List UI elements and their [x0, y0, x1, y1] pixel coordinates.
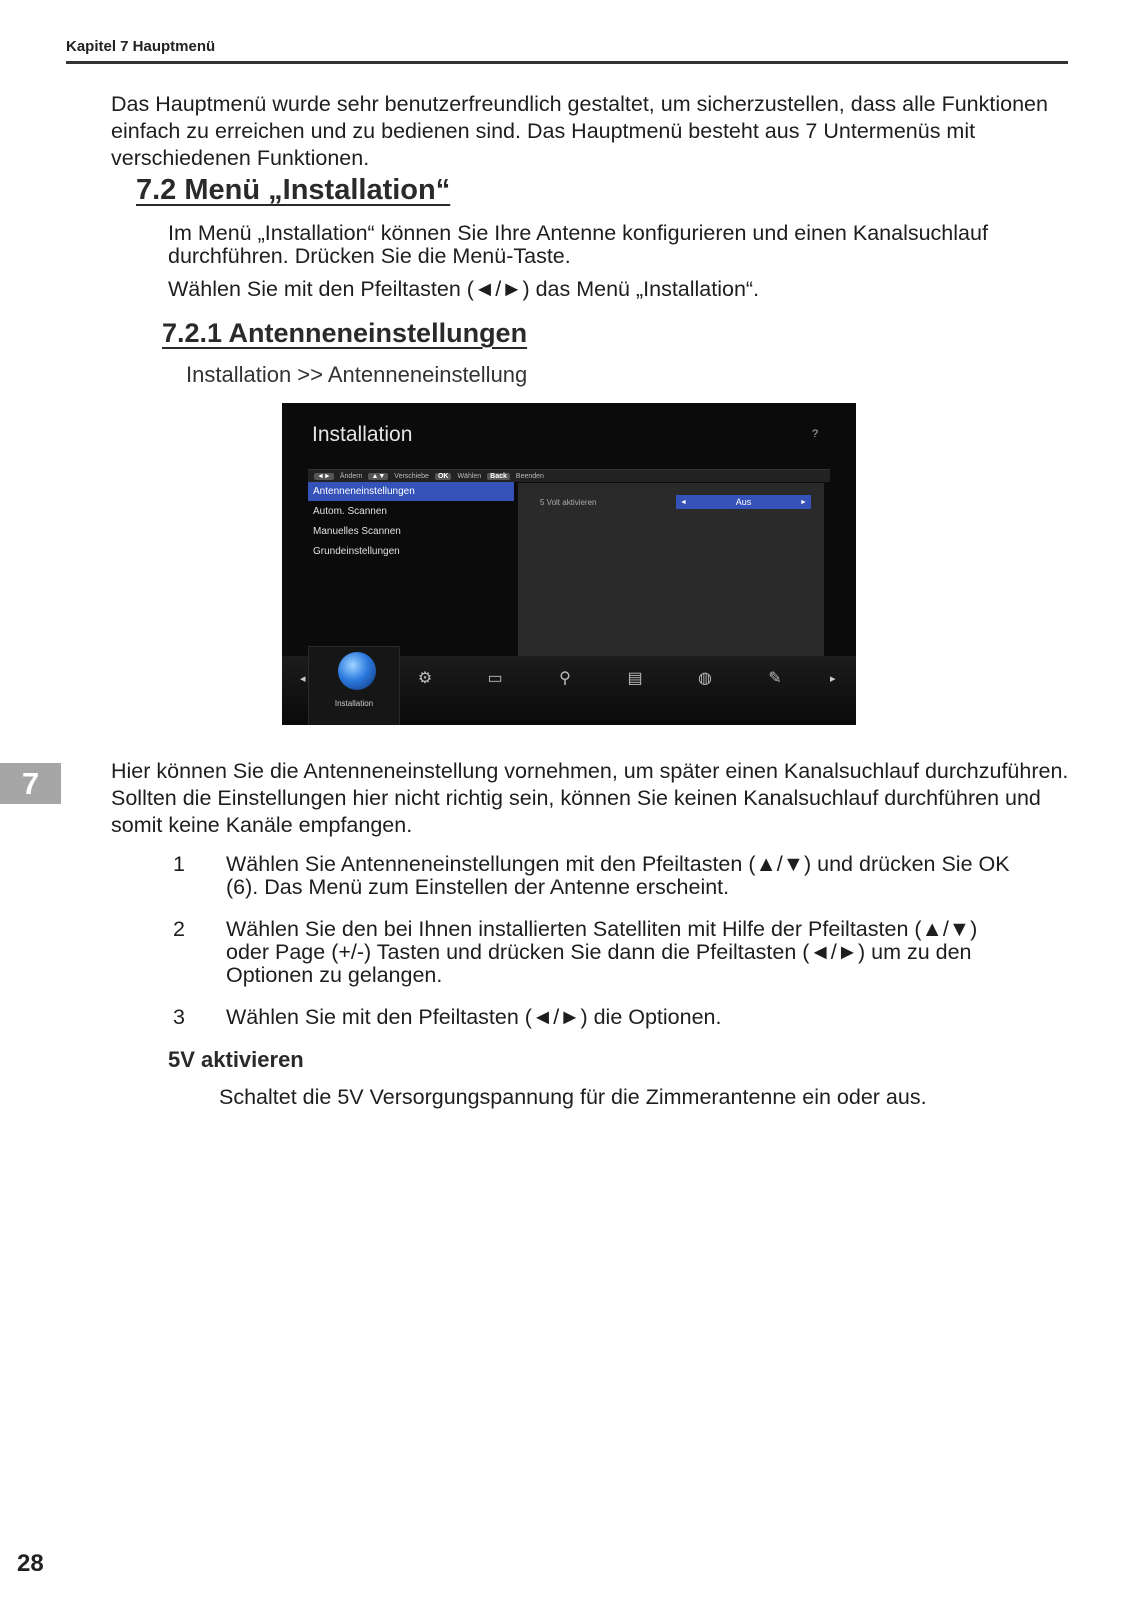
- dock-item-installation: [308, 646, 400, 725]
- satellite-icon: ◍: [698, 670, 712, 687]
- chapter-tab: 7: [0, 763, 61, 804]
- menu-item-antenneneinstellungen: Antenneneinstellungen: [308, 482, 514, 501]
- gear-icon: ⚙: [417, 670, 433, 687]
- globe-icon: [338, 652, 376, 690]
- step-text: Wählen Sie mit den Pfeiltasten (◄/►) die Optionen.: [226, 1005, 722, 1029]
- running-head: Kapitel 7 Hauptmenü: [66, 38, 216, 55]
- icon-dock: [282, 656, 856, 725]
- hint-label: Verschiebe: [394, 472, 429, 480]
- option-label: 5 Volt aktivieren: [540, 498, 597, 507]
- hint-label: Beenden: [515, 472, 544, 480]
- options-panel: [518, 483, 824, 663]
- option-description: Schaltet die 5V Versorgungspannung für die Zimmerantenne ein oder aus.: [219, 1085, 927, 1109]
- step-number: 3: [173, 1005, 185, 1029]
- hint-key: Back: [487, 473, 510, 480]
- step-number: 1: [173, 852, 185, 876]
- step-number: 2: [173, 917, 185, 941]
- section-heading-7-2: 7.2 Menü „Installation“: [136, 174, 451, 206]
- hint-label: Ändern: [339, 472, 363, 480]
- dock-right-arrow-icon: ▸: [830, 673, 836, 685]
- menu-item-manuelles-scannen: Manuelles Scannen: [313, 526, 401, 537]
- tools-icon: ✎: [768, 670, 782, 687]
- body-paragraph: Hier können Sie die Antenneneinstellung vornehmen, um später einen Kanalsuchlauf durchzuführen. Sollten die Einstellungen hier nicht richtig sein, können Sie keinen Kanalsuchlauf durchführen und somit keine Kanäle empfangen.: [111, 759, 1069, 837]
- breadcrumb: Installation >> Antenneneinstellung: [186, 362, 528, 387]
- section-7-2-paragraph-2: Wählen Sie mit den Pfeiltasten (◄/►) das Menü „Installation“.: [168, 277, 760, 301]
- header-rule: [66, 61, 1068, 64]
- intro-paragraph: Das Hauptmenü wurde sehr benutzerfreundlich gestaltet, um sicherzustellen, dass alle Funktionen einfach zu erreichen und zu bedienen sind. Das Hauptmenü besteht aus 7 Untermenüs mit verschiedenen Funktionen.: [111, 92, 1048, 170]
- option-value-selector: [676, 495, 811, 509]
- dock-left-arrow-icon: ◂: [300, 673, 306, 685]
- step-text: Wählen Sie Antenneneinstellungen mit den Pfeiltasten (▲/▼) und drücken Sie OK (6). Das Menü zum Einstellen der Antenne erscheint.: [226, 852, 1010, 899]
- hint-key: ▲▼: [368, 473, 388, 480]
- lock-icon: ⚲: [559, 670, 571, 687]
- menu-item-grundeinstellungen: Grundeinstellungen: [313, 546, 400, 557]
- hint-bar: [308, 469, 830, 482]
- help-icon: ?: [812, 428, 819, 440]
- screen-menu: [308, 482, 514, 562]
- dock-item-label: Installation: [334, 699, 374, 708]
- option-heading: 5V aktivieren: [168, 1047, 304, 1072]
- tv-icon: ▭: [487, 670, 503, 687]
- step-text: Wählen Sie den bei Ihnen installierten Satelliten mit Hilfe der Pfeiltasten (▲/▼) oder Page (+/-) Tasten und drücken Sie dann die Pfeiltasten (◄/►) um zu den Optionen zu gelangen.: [226, 917, 978, 987]
- page-number: 28: [17, 1550, 44, 1577]
- arrow-left-icon: ◄: [680, 498, 687, 506]
- section-7-2-paragraph-1: Im Menü „Installation“ können Sie Ihre Antenne konfigurieren und einen Kanalsuchlauf durchführen. Drücken Sie die Menü-Taste.: [168, 221, 988, 268]
- section-heading-7-2-1: 7.2.1 Antenneneinstellungen: [162, 318, 528, 348]
- tv-menu-screenshot: [282, 403, 856, 725]
- media-icon: ▤: [627, 670, 643, 687]
- menu-item-autom-scannen: Autom. Scannen: [313, 506, 387, 517]
- hint-label: Wählen: [457, 472, 482, 480]
- hint-key: OK: [435, 473, 452, 480]
- option-value: Aus: [735, 497, 752, 507]
- screen-title: Installation: [312, 423, 413, 446]
- hint-key: ◄►: [314, 473, 334, 480]
- arrow-right-icon: ►: [800, 498, 807, 506]
